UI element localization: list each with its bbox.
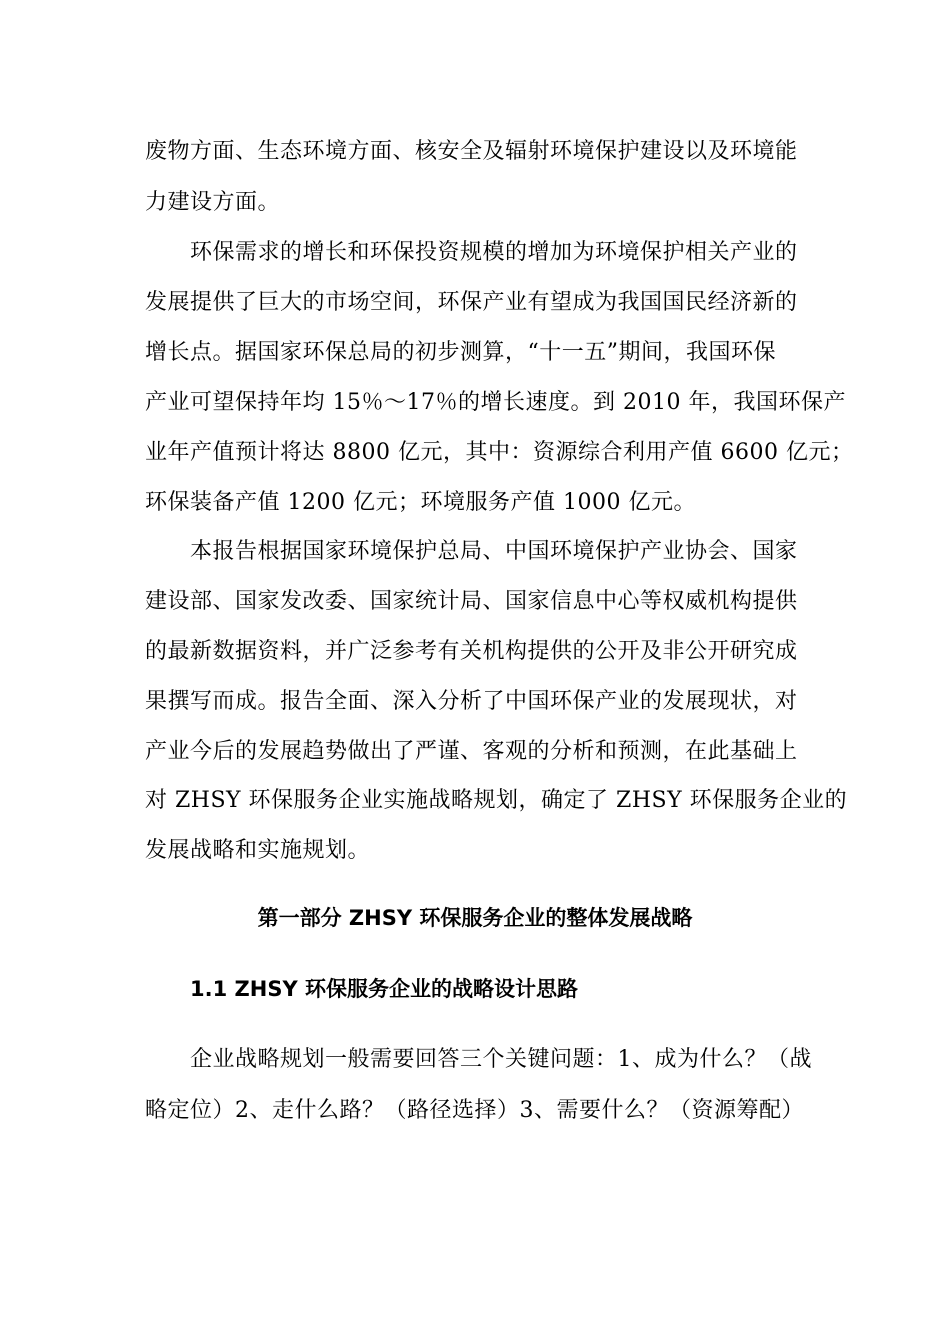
section-title: 第一部分 ZHSY 环保服务企业的整体发展战略 — [257, 906, 693, 930]
paragraph-line: 增长点。据国家环保总局的初步测算，“十一五”期间，我国环保 — [145, 340, 776, 365]
paragraph-line: 对 ZHSY 环保服务企业实施战略规划，确定了 ZHSY 环保服务企业的 — [145, 788, 848, 813]
paragraph-line: 环保装备产值 1200 亿元；环境服务产值 1000 亿元。 — [145, 490, 696, 515]
paragraph-line: 产业可望保持年均 15％～17％的增长速度。到 2010 年，我国环保产 — [145, 390, 846, 415]
paragraph-line: 的最新数据资料，并广泛参考有关机构提供的公开及非公开研究成 — [145, 639, 798, 664]
paragraph-line: 果撰写而成。报告全面、深入分析了中国环保产业的发展现状，对 — [145, 689, 798, 714]
paragraph-line: 企业战略规划一般需要回答三个关键问题：1、成为什么？（战 — [190, 1047, 812, 1072]
paragraph-line: 建设部、国家发改委、国家统计局、国家信息中心等权威机构提供 — [145, 589, 798, 614]
paragraph-line: 环保需求的增长和环保投资规模的增加为环境保护相关产业的 — [190, 240, 798, 265]
paragraph-line: 本报告根据国家环境保护总局、中国环境保护产业协会、国家 — [190, 539, 798, 564]
paragraph-line: 力建设方面。 — [145, 190, 281, 215]
paragraph-line: 发展战略和实施规划。 — [145, 838, 371, 863]
paragraph-line: 废物方面、生态环境方面、核安全及辐射环境保护建设以及环境能 — [145, 139, 798, 164]
paragraph-line: 业年产值预计将达 8800 亿元，其中：资源综合利用产值 6600 亿元； — [145, 440, 854, 465]
paragraph-line: 产业今后的发展趋势做出了严谨、客观的分析和预测，在此基础上 — [145, 739, 798, 764]
paragraph-line: 略定位）2、走什么路？（路径选择）3、需要什么？（资源筹配） — [145, 1098, 804, 1123]
subsection-title: 1.1 ZHSY 环保服务企业的战略设计思路 — [190, 977, 578, 1001]
paragraph-line: 发展提供了巨大的市场空间，环保产业有望成为我国国民经济新的 — [145, 290, 798, 315]
